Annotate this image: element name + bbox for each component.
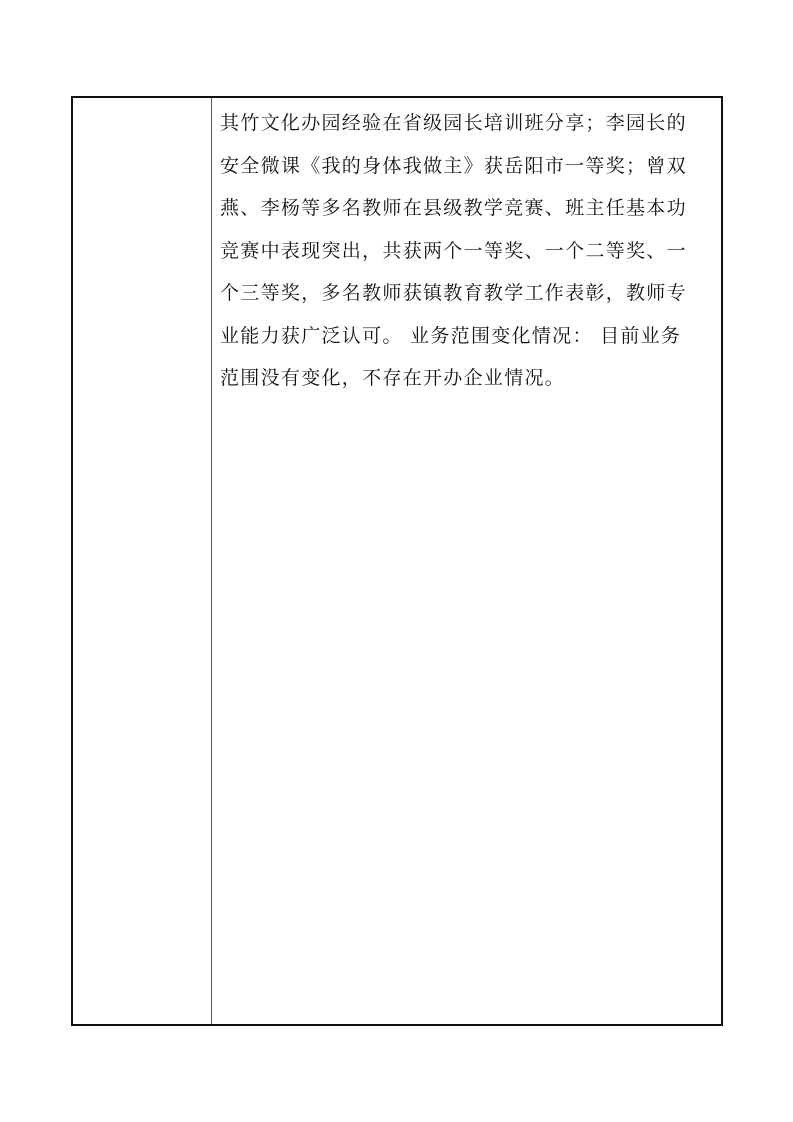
label-cell bbox=[73, 98, 211, 1024]
content-line: 个三等奖，多名教师获镇教育教学工作表彰，教师专 bbox=[220, 282, 687, 304]
content-line: 燕、李杨等多名教师在县级教学竞赛、班主任基本功 bbox=[220, 197, 687, 219]
content-line: 业能力获广泛认可。 业务范围变化情况： 目前业务 bbox=[220, 324, 682, 347]
content-line: 其竹文化办园经验在省级园长培训班分享；李园长的 bbox=[220, 112, 687, 134]
content-cell bbox=[212, 98, 721, 1024]
content-line: 范围没有变化，不存在开办企业情况。 bbox=[220, 367, 566, 389]
form-table bbox=[71, 96, 723, 1026]
content-line: 安全微课《我的身体我做主》获岳阳市一等奖；曾双 bbox=[220, 154, 687, 177]
content-line: 竞赛中表现突出，共获两个一等奖、一个二等奖、一 bbox=[220, 239, 687, 262]
content-paragraph bbox=[220, 102, 712, 400]
